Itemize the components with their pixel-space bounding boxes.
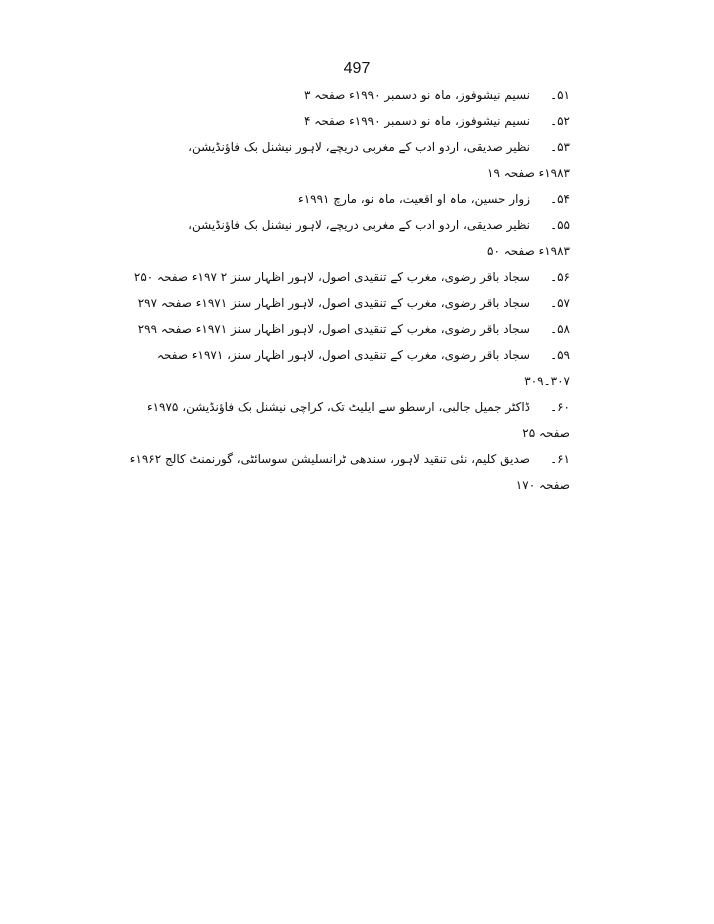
footnote-number: ۵۴۔ <box>550 192 570 206</box>
footnote-text: نسیم نیشوفوز، ماہ نو دسمبر ۱۹۹۰ء صفحہ ۳ <box>304 88 530 102</box>
footnote-text: سجاد باقر رضوی، مغرب کے تنقیدی اصول، لاہور اظہار سنز ۱۹۷۱ء صفحہ ۲۹۹ <box>137 322 530 336</box>
footnote-51 <box>150 82 570 108</box>
footnote-number: ۶۰۔ <box>550 400 570 414</box>
footnotes-list <box>129 82 570 498</box>
footnote-continuation: ۳۰۷۔۳۰۹ <box>524 374 570 388</box>
footnote-continuation: صفحہ ۱۷۰ <box>515 478 570 492</box>
footnote-text: ڈاکٹر جمیل جالبی، ارسطو سے ایلیٹ تک، کراچی نیشنل بک فاؤنڈیشن، ۱۹۷۵ء <box>146 400 530 414</box>
footnote-text: سجاد باقر رضوی، مغرب کے تنقیدی اصول، لاہور اظہار سنز، ۱۹۷۱ء صفحہ <box>157 348 530 362</box>
footnote-text: صدیق کلیم، نئی تنقید لاہور، سندھی ٹرانسلیشن سوسائٹی، گورنمنٹ کالج ۱۹۶۲ء <box>129 452 530 466</box>
footnote-number: ۵۶۔ <box>550 270 570 284</box>
footnote-54 <box>150 186 570 212</box>
footnote-text: سجاد باقر رضوی، مغرب کے تنقیدی اصول، لاہور اظہار سنز ۱۹۷۱ء صفحہ ۲۹۷ <box>137 296 530 310</box>
footnote-55 <box>150 212 570 264</box>
footnote-text: نظیر صدیقی، اردو ادب کے مغربی دریچے، لاہور نیشنل بک فاؤنڈیشن، <box>188 218 530 232</box>
footnote-53 <box>150 134 570 186</box>
footnote-number: ۵۸۔ <box>550 322 570 336</box>
footnote-number: ۵۹۔ <box>550 348 570 362</box>
footnote-60 <box>146 394 570 446</box>
footnote-text: نظیر صدیقی، اردو ادب کے مغربی دریچے، لاہور نیشنل بک فاؤنڈیشن، <box>188 140 530 154</box>
footnote-number: ۵۵۔ <box>550 218 570 232</box>
footnote-text: زوار حسین، ماہ او اقعیت، ماہ نو، مارچ ۱۹۹۱ء <box>298 192 530 206</box>
footnote-text: سجاد باقر رضوی، مغرب کے تنقیدی اصول، لاہور اظہار سنز ۲ ۱۹۷ء صفحہ ۲۵۰ <box>133 270 530 284</box>
footnote-56 <box>133 264 570 290</box>
footnote-58 <box>137 316 570 342</box>
footnote-52 <box>150 108 570 134</box>
footnote-number: ۵۲۔ <box>550 114 570 128</box>
page-number: 497 <box>343 60 371 77</box>
footnote-number: ۵۳۔ <box>550 140 570 154</box>
footnote-number: ۶۱۔ <box>550 452 570 466</box>
footnote-59 <box>150 342 570 394</box>
footnote-continuation: صفحہ ۲۵ <box>522 426 570 440</box>
footnote-continuation: ۱۹۸۳ء صفحہ ۱۹ <box>487 166 570 180</box>
footnote-text: نسیم نیشوفوز، ماہ نو دسمبر ۱۹۹۰ء صفحہ ۴ <box>304 114 530 128</box>
footnote-number: ۵۷۔ <box>550 296 570 310</box>
footnote-57 <box>137 290 570 316</box>
footnote-continuation: ۱۹۸۳ء صفحہ ۵۰ <box>487 244 570 258</box>
footnote-61 <box>129 446 570 498</box>
footnote-number: ۵۱۔ <box>550 88 570 102</box>
